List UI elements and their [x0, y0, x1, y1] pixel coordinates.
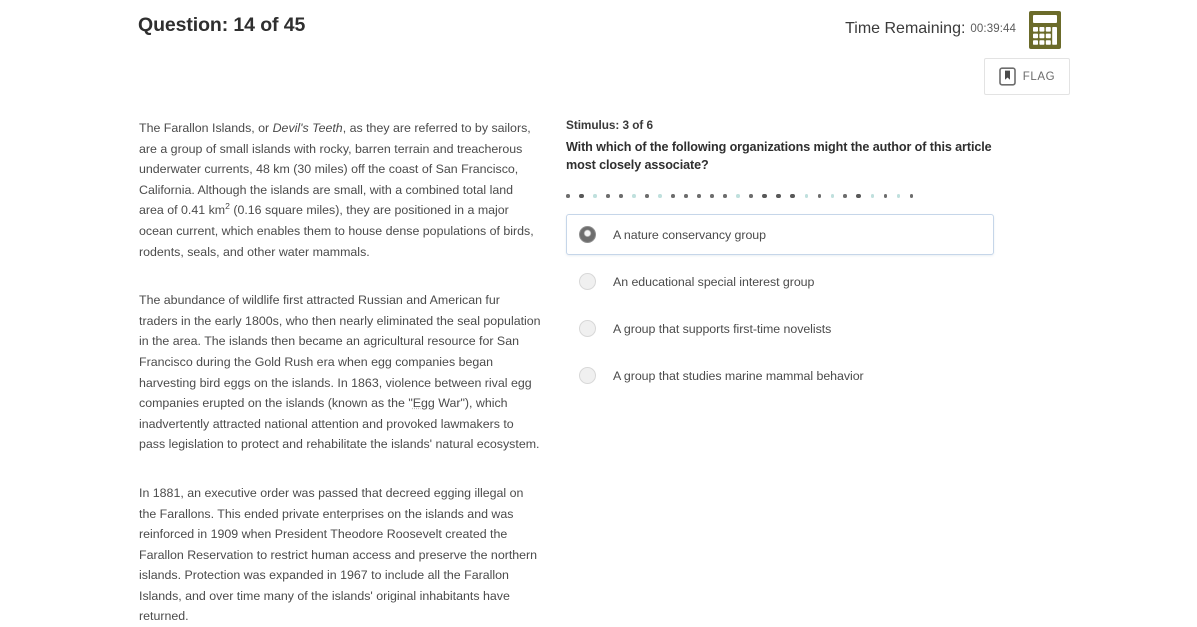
divider-dot	[856, 194, 861, 199]
divider-dot	[884, 194, 888, 198]
time-remaining-label: Time Remaining:	[845, 20, 966, 37]
divider-dot	[684, 194, 688, 198]
answer-option-2[interactable]	[566, 261, 994, 302]
divider-dot	[619, 194, 623, 198]
divider-dot	[566, 194, 570, 198]
divider-dot	[579, 194, 584, 199]
divider-dot	[762, 194, 767, 199]
divider-dot	[723, 194, 727, 198]
passage-p1-part-a: The Farallon Islands, or	[139, 121, 273, 135]
divider-dot	[632, 194, 636, 198]
passage-p2-spellcheck-word: Egg	[412, 396, 435, 411]
dot-divider	[566, 192, 994, 200]
stimulus-counter: Stimulus: 3 of 6	[566, 118, 654, 132]
passage-p1-superscript: 2	[225, 201, 230, 212]
passage-p2-part-b: War"), which inadvertently attracted national attention and provoked lawmakers to pass legislation to protect and rehabilitate the islands' natural ecosystem.	[139, 396, 540, 452]
divider-dot	[697, 194, 701, 198]
divider-dot	[671, 194, 675, 198]
exam-header	[0, 0, 1197, 105]
radio-button-icon[interactable]	[579, 226, 596, 243]
divider-dot	[776, 194, 781, 199]
radio-button-icon[interactable]	[579, 273, 596, 290]
divider-dot	[910, 194, 914, 198]
answer-option-label: A group that studies marine mammal behavior	[613, 368, 864, 383]
divider-dot	[710, 194, 714, 198]
divider-dot	[749, 194, 753, 198]
divider-dot	[606, 194, 610, 198]
passage-p1-italic: Devil's Teeth	[272, 121, 343, 135]
passage-text	[139, 118, 541, 627]
divider-dot	[897, 194, 901, 198]
divider-dot	[736, 194, 740, 198]
passage-paragraph-3: In 1881, an executive order was passed that decreed egging illegal on the Farallons. This ended private enterprises on the islands and was reinforced in 1909 when President Theodore Roosevelt created the Farallon Reservation to restrict human access and preserve the northern islands. Protection was expanded in 1967 to include all the Farallon Islands, and over time many of the islands' original inhabitants have returned.	[139, 485, 538, 624]
passage-paragraph-1	[139, 118, 541, 262]
question-prompt: With which of the following organizations might the author of this article most closely associate?	[566, 140, 992, 172]
passage-p1-part-c: (0.16 square miles), they are positioned in a major ocean current, which enables them to house dense populations of birds, rodents, seals, and other water mammals.	[139, 203, 534, 259]
time-remaining-value: 00:39:44	[970, 23, 1016, 35]
time-remaining	[845, 20, 1016, 38]
flag-button[interactable]	[984, 58, 1070, 95]
divider-dot	[593, 194, 597, 198]
answer-option-3[interactable]	[566, 308, 994, 349]
passage-p2-part-a: The abundance of wildlife first attracted Russian and American fur traders in the early 1800s, who then nearly eliminated the seal population in the area. The islands then became an agricultural resource for San Francisco during the Gold Rush era when egg companies began harvesting bird eggs on the islands. In 1863, violence between rival egg companies erupted on the islands (known as the "	[139, 293, 541, 411]
divider-dot	[831, 194, 835, 198]
divider-dot	[871, 194, 875, 198]
question-panel	[566, 118, 994, 399]
answer-option-label: A nature conservancy group	[613, 227, 766, 242]
divider-dot	[790, 194, 795, 199]
answer-option-1[interactable]	[566, 214, 994, 255]
passage-paragraph-2	[139, 290, 541, 455]
answer-option-label: An educational special interest group	[613, 274, 815, 289]
flag-bookmark-icon	[999, 67, 1016, 86]
divider-dot	[818, 194, 822, 198]
calculator-icon[interactable]	[1026, 10, 1064, 50]
answer-options	[566, 214, 994, 396]
divider-dot	[645, 194, 649, 198]
answer-option-label: A group that supports first-time novelists	[613, 321, 832, 336]
radio-button-icon[interactable]	[579, 367, 596, 384]
divider-dot	[843, 194, 847, 198]
page-title: Question: 14 of 45	[138, 14, 306, 36]
passage-p1-part-b: , as they are referred to by sailors, are a group of small islands with rocky, barren terrain and treacherous underwater currents, 48 km (30 miles) off the coast of San Francisco, California. Although the islands are small, with a combined total land area of 0.41 km	[139, 121, 531, 218]
divider-dot	[805, 194, 809, 198]
flag-button-label: FLAG	[1022, 70, 1056, 83]
radio-button-icon[interactable]	[579, 320, 596, 337]
divider-dot	[658, 194, 662, 198]
answer-option-4[interactable]	[566, 355, 994, 396]
